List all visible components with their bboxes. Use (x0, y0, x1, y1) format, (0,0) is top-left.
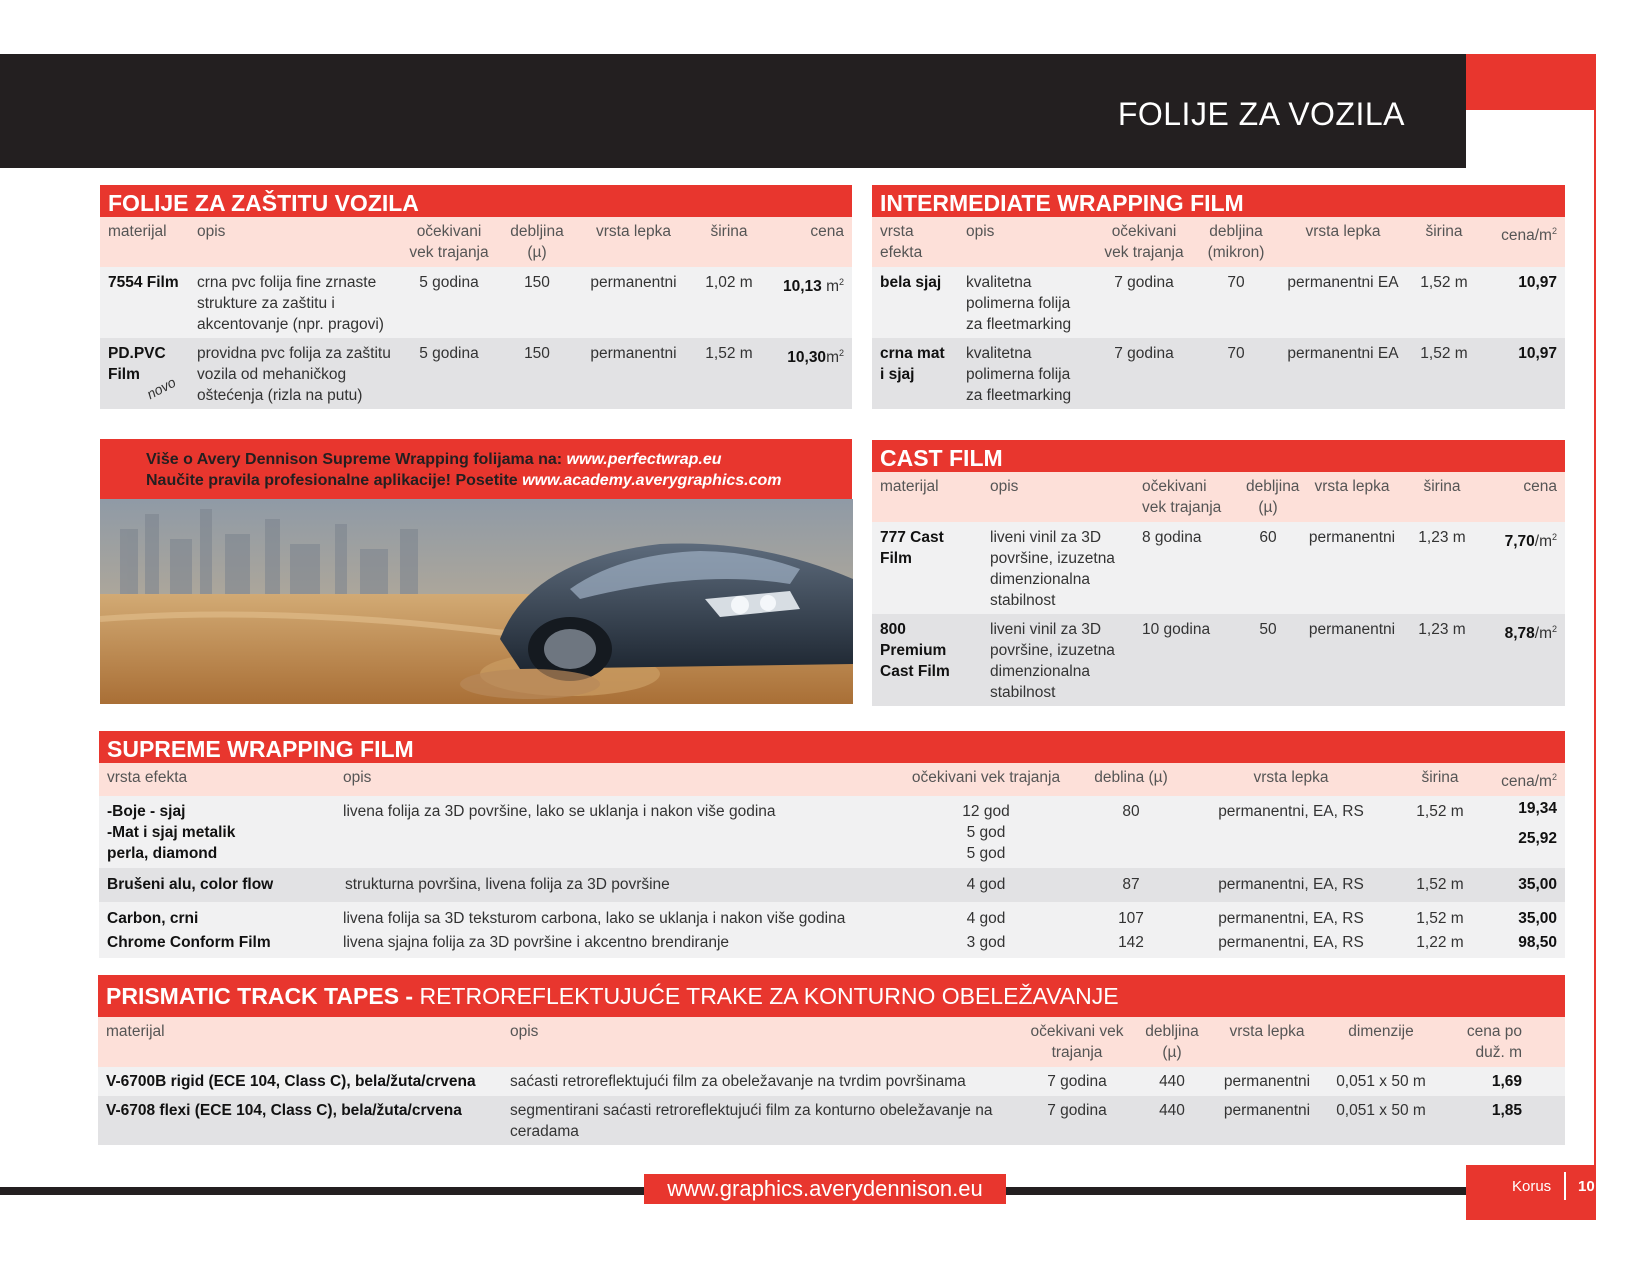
col-debljina: deblina (µ) (1094, 769, 1168, 786)
col-debljina: debljina (mikron) (1207, 223, 1265, 261)
cell-cena: 1,69 (1491, 1073, 1522, 1090)
cell-opis: segmentirani saćasti retroreflektujući film za konturno obeležavanje na ceradama (510, 1102, 993, 1140)
car-photo (100, 499, 853, 704)
cell-sirina: 1,22 m (1416, 934, 1464, 952)
cell-materijal: V-6708 flexi (ECE 104, Class C), bela/žuta/crvena (106, 1102, 462, 1119)
col-debljina: debljina (µ) (510, 223, 564, 261)
cell-vek: 3 god (966, 934, 1006, 952)
cell-materijal: bela sjaj (880, 274, 942, 291)
cell-cena: 98,50 (1518, 934, 1557, 952)
cell-dimenzije: 0,051 x 50 m (1336, 1102, 1426, 1119)
cell-lepak: permanentni, EA, RS (1218, 803, 1364, 821)
cell-sirina: 1,52 m (1420, 345, 1468, 362)
cell-materijal: 800 Premium Cast Film (880, 621, 950, 680)
zastita-table (100, 185, 852, 409)
price-unit: /m (1534, 625, 1552, 643)
col-lepak: vrsta lepka (1229, 1023, 1305, 1040)
cell-sirina: 1,02 m (705, 274, 753, 291)
col-materijal: materijal (106, 1023, 165, 1040)
cell-vek: 4 god (966, 910, 1006, 928)
cell-sirina: 1,52 m (1416, 910, 1464, 928)
promo-text-2: Naučite pravila profesionalne aplikacije! Posetite (146, 472, 523, 489)
prismatic-table (98, 975, 1565, 1145)
cell-vek: 10 godina (1142, 621, 1211, 638)
cell-materijal: PD.PVC Film (108, 345, 166, 383)
cell-lepak: permanentni (1223, 1073, 1311, 1090)
promo-banner (100, 439, 852, 499)
footer-divider (1564, 1172, 1566, 1200)
cell-materijal: Chrome Conform Film (107, 934, 271, 952)
cell-opis: saćasti retroreflektujući film za obeležavanje na tvrdim površinama (510, 1073, 966, 1090)
col-vek: očekivani vek trajanja (409, 223, 489, 261)
cast-table (872, 440, 1565, 706)
promo-link-perfectwrap[interactable]: www.perfectwrap.eu (566, 451, 722, 468)
cell-vek: 7 godina (1114, 274, 1174, 291)
col-vek: očekivani vek trajanja (1030, 1023, 1124, 1061)
cell-debljina: 142 (1118, 934, 1144, 952)
price-unit: m (826, 278, 839, 296)
cell-lepak: permanentni EA (1287, 274, 1399, 291)
price-value: 8,78 (1504, 625, 1535, 643)
col-sirina: širina (1421, 769, 1459, 786)
cast-title: CAST FILM (872, 440, 1565, 472)
prismatic-header-row (98, 1017, 1565, 1067)
cell-cena: $8,78/m^2$ (1504, 624, 1557, 643)
price-value: 10,13 (782, 278, 822, 296)
cell-opis: kvalitetna polimerna folija za fleetmarking (966, 345, 1072, 404)
cell-cena: 19,34 25,92 (1518, 800, 1557, 848)
cell-lepak: permanentni, EA, RS (1218, 934, 1364, 952)
col-dimenzije: dimenzije (1348, 1023, 1414, 1040)
promo-line-1 (146, 449, 852, 470)
col-debljina: debljina (µ) (1145, 1023, 1199, 1061)
col-lepak: vrsta lepka (1253, 769, 1329, 786)
cell-debljina: 70 (1227, 345, 1245, 362)
page-title: FOLIJE ZA VOZILA (1117, 96, 1405, 132)
col-sirina: širina (1425, 223, 1463, 240)
cell-opis: crna pvc folija fine zrnaste strukture za zaštitu i akcentovanje (npr. pragovi) (197, 274, 384, 333)
col-cena-label: cena/m (1501, 227, 1552, 245)
intermediate-table (872, 185, 1565, 409)
zastita-header-row (100, 217, 852, 267)
cell-lepak: permanentni (1308, 621, 1396, 638)
col-opis: opis (966, 223, 995, 240)
cell-dimenzije: 0,051 x 50 m (1336, 1073, 1426, 1090)
cell-debljina: 150 (524, 274, 550, 291)
car-illustration (100, 499, 853, 704)
cell-opis: liveni vinil za 3D površine, izuzetna dimenzionalna stabilnost (990, 621, 1115, 701)
col-vek: očekivani vek trajanja (911, 769, 1061, 786)
table-row (872, 267, 1565, 338)
supreme-table (99, 731, 1565, 958)
price-value: 7,70 (1504, 533, 1535, 551)
cell-materijal: 777 Cast Film (880, 529, 944, 567)
table-row (98, 1096, 1565, 1145)
cell-cena: 1,85 (1491, 1102, 1522, 1119)
intermediate-header-row (872, 217, 1565, 267)
table-row (98, 1067, 1565, 1096)
col-cena: cena (1523, 478, 1557, 495)
table-row (99, 868, 1565, 902)
cell-opis: livena folija za 3D površine, lako se uklanja i nakon više godina (343, 803, 776, 821)
col-materijal: materijal (880, 478, 939, 495)
prismatic-title-bold: PRISMATIC TRACK TAPES - (106, 983, 414, 1009)
promo-text-1: Više o Avery Dennison Supreme Wrapping folijama na: (146, 451, 567, 468)
cell-vek: 4 god (966, 876, 1006, 894)
table-row (99, 902, 1565, 930)
cell-cena: 35,00 (1518, 910, 1557, 928)
cell-debljina: 50 (1259, 621, 1277, 638)
cell-debljina: 440 (1159, 1102, 1185, 1119)
cell-debljina: 440 (1159, 1073, 1185, 1090)
col-vek: očekivani vek trajanja (1142, 478, 1222, 516)
cell-vek: 5 godina (419, 274, 479, 291)
col-debljina: debljina (µ) (1246, 478, 1300, 516)
page-number: 10 (1578, 1178, 1595, 1195)
table-row (99, 930, 1565, 958)
cell-debljina: 107 (1118, 910, 1144, 928)
col-cena: cena/$m^2$ (1501, 772, 1557, 791)
col-cena: cena po duž. m (1466, 1023, 1522, 1061)
cell-materijal: 7554 Film (108, 274, 179, 291)
col-sirina: širina (1423, 478, 1461, 495)
col-cena-label: cena/m (1501, 773, 1552, 791)
footer-url-link[interactable]: www.graphics.averydennison.eu (644, 1174, 1006, 1204)
col-opis: opis (343, 769, 372, 786)
cell-vek: 5 godina (419, 345, 479, 362)
cell-lepak: permanentni EA (1287, 345, 1399, 362)
cell-opis: livena folija sa 3D teksturom carbona, lako se uklanja i nakon više godina (343, 910, 846, 928)
supreme-header-row (99, 763, 1565, 796)
cell-lepak: permanentni, EA, RS (1218, 910, 1364, 928)
cell-debljina: 70 (1227, 274, 1245, 291)
cell-opis: strukturna površina, livena folija za 3D površine (345, 876, 670, 894)
cell-materijal: Carbon, crni (107, 910, 199, 928)
cell-vek: 7 godina (1047, 1073, 1107, 1090)
col-lepak: vrsta lepka (596, 223, 671, 240)
col-opis: opis (990, 478, 1019, 495)
table-row (872, 338, 1565, 409)
col-materijal: materijal (108, 223, 167, 240)
price-value: 10,30 (787, 349, 827, 367)
cell-cena: 10,97 (1518, 345, 1557, 362)
cell-materijal: crna mat i sjaj (880, 345, 945, 383)
col-sirina: širina (710, 223, 748, 240)
cell-sirina: 1,23 m (1418, 529, 1466, 546)
cell-materijal: -Boje - sjaj -Mat i sjaj metalik perla, diamond (107, 803, 236, 863)
table-row (872, 522, 1565, 614)
cell-cena: $7,70/m^2$ (1504, 532, 1557, 551)
cell-sirina: 1,52 m (1416, 803, 1464, 821)
col-cena: cena/$m^2$ (1501, 226, 1557, 245)
cell-sirina: 1,52 m (705, 345, 753, 362)
promo-line-2 (146, 470, 852, 491)
cell-vek: 12 god 5 god 5 god (962, 803, 1010, 863)
col-vek: očekivani vek trajanja (1104, 223, 1184, 261)
cell-materijal: Brušeni alu, color flow (107, 876, 274, 894)
col-lepak: vrsta lepka (1314, 478, 1390, 495)
cast-header-row (872, 472, 1565, 522)
supreme-title: SUPREME WRAPPING FILM (99, 731, 1565, 763)
novo-label: novo (144, 373, 179, 403)
table-row (100, 267, 852, 338)
cell-opis: kvalitetna polimerna folija za fleetmarking (966, 274, 1072, 333)
promo-link-academy[interactable]: www.academy.averygraphics.com (522, 472, 782, 489)
cell-debljina: 150 (524, 345, 550, 362)
cell-lepak: permanentni (1223, 1102, 1311, 1119)
cell-opis: livena sjajna folija za 3D površine i akcentno brendiranje (343, 934, 730, 952)
cell-debljina: 87 (1122, 876, 1140, 894)
prismatic-title (98, 975, 1565, 1017)
cell-materijal: V-6700B rigid (ECE 104, Class C), bela/žuta/crvena (106, 1073, 476, 1090)
price-unit: m (826, 349, 839, 367)
col-lepak: vrsta lepka (1305, 223, 1381, 240)
cell-lepak: permanentni, EA, RS (1218, 876, 1364, 894)
col-materijal: vrsta efekta (107, 769, 188, 786)
cell-sirina: 1,52 m (1416, 876, 1464, 894)
cell-cena: 35,00 (1518, 876, 1557, 894)
footer-brand: Korus (1512, 1178, 1552, 1195)
prismatic-title-thin: RETROREFLEKTUJUĆE TRAKE ZA KONTURNO OBELEŽAVANJE (413, 983, 1119, 1009)
cell-cena: 10,97 (1518, 274, 1557, 291)
table-row (99, 796, 1565, 868)
cell-debljina: 80 (1122, 803, 1140, 821)
col-materijal: vrsta efekta (880, 223, 923, 261)
cell-vek: 7 godina (1114, 345, 1174, 362)
cell-lepak: permanentni (590, 274, 677, 291)
cell-cena: 10,13 $m^2$ (782, 277, 844, 296)
cell-opis: providna pvc folija za zaštitu vozila od mehaničkog oštećenja (rizla na putu) (197, 345, 391, 404)
col-opis: opis (510, 1023, 539, 1040)
cell-lepak: permanentni (590, 345, 677, 362)
intermediate-title: INTERMEDIATE WRAPPING FILM (872, 185, 1565, 217)
zastita-title: FOLIJE ZA ZAŠTITU VOZILA (100, 185, 852, 217)
cell-lepak: permanentni (1308, 529, 1396, 546)
price-unit: /m (1534, 533, 1552, 551)
cell-vek: 8 godina (1142, 529, 1202, 546)
cell-sirina: 1,52 m (1420, 274, 1468, 291)
cell-cena: $10,30m^2$ (787, 348, 844, 367)
table-row (100, 338, 852, 409)
cell-debljina: 60 (1259, 529, 1277, 546)
col-cena: cena (810, 223, 844, 240)
table-row (872, 614, 1565, 706)
cell-vek: 7 godina (1047, 1102, 1107, 1119)
col-opis: opis (197, 223, 226, 240)
cell-sirina: 1,23 m (1418, 621, 1466, 638)
cell-opis: liveni vinil za 3D površine, izuzetna dimenzionalna stabilnost (990, 529, 1115, 609)
